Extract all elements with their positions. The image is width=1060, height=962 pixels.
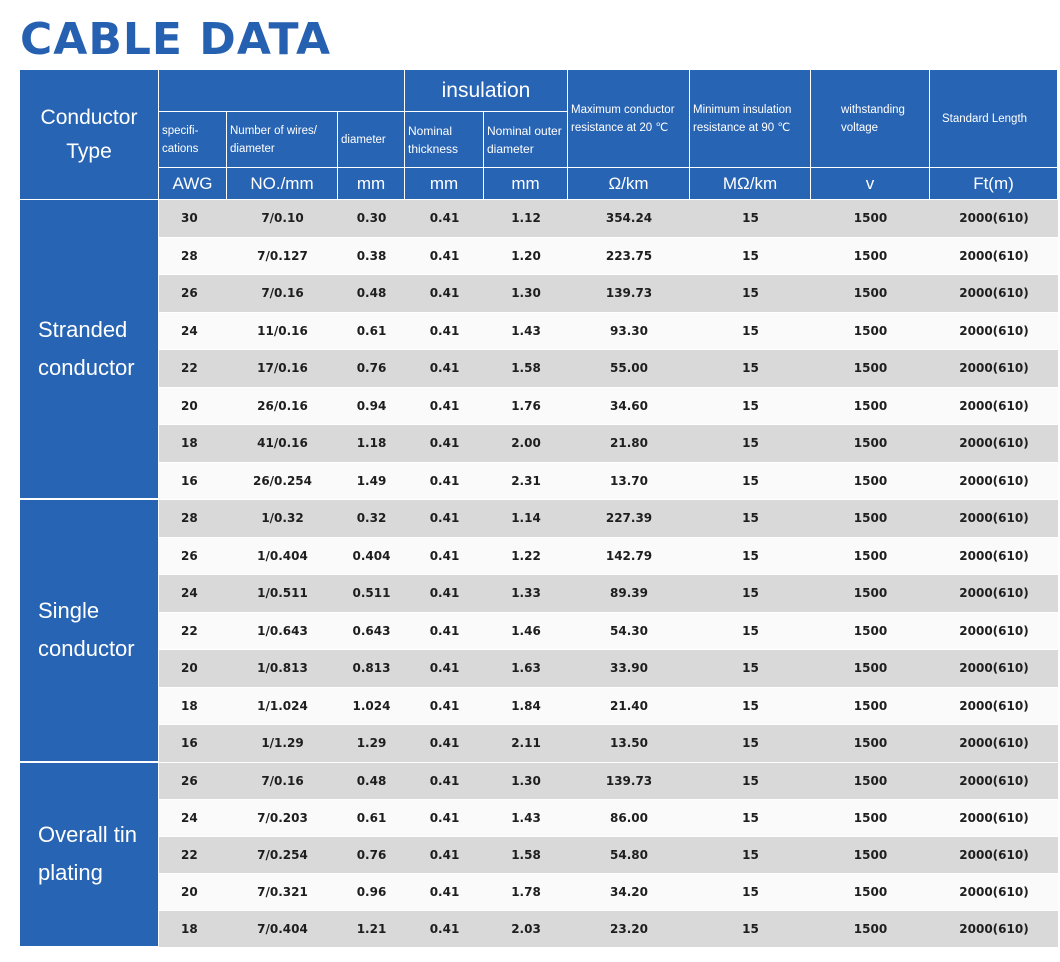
unit-header: Ft(m) bbox=[930, 168, 1058, 200]
table-cell: 18 bbox=[159, 911, 227, 947]
table-cell: 1.29 bbox=[338, 725, 405, 762]
table-cell: 2000(610) bbox=[930, 725, 1058, 762]
table-cell: 28 bbox=[159, 238, 227, 275]
table-cell: 7/0.16 bbox=[227, 275, 338, 312]
column-header bbox=[405, 112, 484, 168]
table-cell: 1.12 bbox=[484, 200, 568, 237]
table-cell: 86.00 bbox=[568, 800, 690, 836]
table-cell: 22 bbox=[159, 837, 227, 873]
table-cell: 24 bbox=[159, 800, 227, 836]
table-cell: 223.75 bbox=[568, 238, 690, 275]
table-cell: 0.41 bbox=[405, 388, 484, 425]
table-cell: 55.00 bbox=[568, 350, 690, 387]
unit-header: v bbox=[811, 168, 930, 200]
table-cell: 1.84 bbox=[484, 688, 568, 725]
table-cell: 0.41 bbox=[405, 575, 484, 612]
table-cell: 1500 bbox=[811, 538, 930, 575]
table-cell: 0.48 bbox=[338, 763, 405, 799]
column-header bbox=[159, 112, 227, 168]
table-cell: 20 bbox=[159, 874, 227, 910]
table-cell: 1500 bbox=[811, 425, 930, 462]
unit-header: mm bbox=[338, 168, 405, 200]
table-cell: 0.41 bbox=[405, 425, 484, 462]
table-cell: 0.41 bbox=[405, 613, 484, 650]
table-cell: 1500 bbox=[811, 650, 930, 687]
table-cell: 1500 bbox=[811, 837, 930, 873]
table-cell: 1.024 bbox=[338, 688, 405, 725]
table-cell: 0.41 bbox=[405, 874, 484, 910]
table-cell: 15 bbox=[690, 725, 811, 762]
table-cell: 2000(610) bbox=[930, 238, 1058, 275]
table-cell: 1/0.404 bbox=[227, 538, 338, 575]
table-cell: 0.404 bbox=[338, 538, 405, 575]
table-cell: 20 bbox=[159, 388, 227, 425]
table-cell: 23.20 bbox=[568, 911, 690, 947]
table-cell: 1500 bbox=[811, 313, 930, 350]
table-cell: 2000(610) bbox=[930, 350, 1058, 387]
unit-header: NO./mm bbox=[227, 168, 338, 200]
table-cell: 0.41 bbox=[405, 688, 484, 725]
table-cell: 22 bbox=[159, 350, 227, 387]
table-cell: 7/0.321 bbox=[227, 874, 338, 910]
table-cell: 15 bbox=[690, 388, 811, 425]
unit-header: mm bbox=[484, 168, 568, 200]
table-cell: 227.39 bbox=[568, 500, 690, 537]
table-cell: 2000(610) bbox=[930, 911, 1058, 947]
table-cell: 15 bbox=[690, 313, 811, 350]
unit-header: MΩ/km bbox=[690, 168, 811, 200]
table-cell: 2000(610) bbox=[930, 613, 1058, 650]
table-cell: 1.46 bbox=[484, 613, 568, 650]
table-cell: 15 bbox=[690, 650, 811, 687]
table-cell: 2.03 bbox=[484, 911, 568, 947]
table-cell: 0.30 bbox=[338, 200, 405, 237]
unit-header: AWG bbox=[159, 168, 227, 200]
conductor-type-header: Conductor Type bbox=[20, 70, 159, 200]
table-cell: 1.21 bbox=[338, 911, 405, 947]
table-cell: 7/0.10 bbox=[227, 200, 338, 237]
table-cell: 0.41 bbox=[405, 500, 484, 537]
table-cell: 2000(610) bbox=[930, 575, 1058, 612]
table-cell: 0.41 bbox=[405, 313, 484, 350]
table-cell: 26/0.16 bbox=[227, 388, 338, 425]
table-cell: 0.76 bbox=[338, 837, 405, 873]
table-cell: 0.41 bbox=[405, 275, 484, 312]
table-cell: 1500 bbox=[811, 463, 930, 500]
page-title: CABLE DATA bbox=[20, 14, 332, 65]
table-cell: 1/0.813 bbox=[227, 650, 338, 687]
column-header bbox=[484, 112, 568, 168]
table-cell: 1/1.024 bbox=[227, 688, 338, 725]
table-cell: 93.30 bbox=[568, 313, 690, 350]
table-cell: 15 bbox=[690, 350, 811, 387]
table-cell: 2000(610) bbox=[930, 200, 1058, 237]
table-cell: 16 bbox=[159, 725, 227, 762]
table-cell: 15 bbox=[690, 613, 811, 650]
table-cell: 24 bbox=[159, 575, 227, 612]
table-cell: 1.43 bbox=[484, 313, 568, 350]
table-cell: 13.50 bbox=[568, 725, 690, 762]
table-cell: 1.18 bbox=[338, 425, 405, 462]
table-cell: 1500 bbox=[811, 613, 930, 650]
table-cell: 0.61 bbox=[338, 313, 405, 350]
table-cell: 0.41 bbox=[405, 837, 484, 873]
table-cell: 15 bbox=[690, 911, 811, 947]
unit-header: Ω/km bbox=[568, 168, 690, 200]
table-cell: 1/0.32 bbox=[227, 500, 338, 537]
table-cell: 142.79 bbox=[568, 538, 690, 575]
table-cell: 1.33 bbox=[484, 575, 568, 612]
table-cell: 2000(610) bbox=[930, 275, 1058, 312]
table-cell: 15 bbox=[690, 275, 811, 312]
table-cell: 7/0.16 bbox=[227, 763, 338, 799]
table-cell: 1500 bbox=[811, 725, 930, 762]
table-cell: 0.41 bbox=[405, 238, 484, 275]
table-cell: 20 bbox=[159, 650, 227, 687]
table-cell: 0.41 bbox=[405, 725, 484, 762]
table-cell: 2000(610) bbox=[930, 800, 1058, 836]
table-cell: 15 bbox=[690, 463, 811, 500]
table-cell: 0.94 bbox=[338, 388, 405, 425]
table-cell: 15 bbox=[690, 763, 811, 799]
table-cell: 139.73 bbox=[568, 763, 690, 799]
table-cell: 1.43 bbox=[484, 800, 568, 836]
table-cell: 1.14 bbox=[484, 500, 568, 537]
table-cell: 1500 bbox=[811, 238, 930, 275]
table-cell: 0.41 bbox=[405, 800, 484, 836]
table-cell: 2.00 bbox=[484, 425, 568, 462]
table-cell: 17/0.16 bbox=[227, 350, 338, 387]
table-cell: 41/0.16 bbox=[227, 425, 338, 462]
column-header-label: Minimum insulation resistance at 90 ℃ bbox=[693, 103, 792, 134]
table-cell: 11/0.16 bbox=[227, 313, 338, 350]
table-cell: 0.511 bbox=[338, 575, 405, 612]
table-cell: 21.40 bbox=[568, 688, 690, 725]
table-cell: 26/0.254 bbox=[227, 463, 338, 500]
table-cell: 1500 bbox=[811, 500, 930, 537]
table-cell: 15 bbox=[690, 800, 811, 836]
table-cell: 15 bbox=[690, 500, 811, 537]
table-cell: 0.41 bbox=[405, 538, 484, 575]
table-cell: 1.30 bbox=[484, 275, 568, 312]
column-header bbox=[338, 112, 405, 168]
table-cell: 15 bbox=[690, 425, 811, 462]
table-cell: 1.78 bbox=[484, 874, 568, 910]
table-cell: 1500 bbox=[811, 350, 930, 387]
table-cell: 0.76 bbox=[338, 350, 405, 387]
table-cell: 1/0.511 bbox=[227, 575, 338, 612]
column-header-label: Maximum conductor resistance at 20 ℃ bbox=[571, 103, 675, 134]
table-cell: 24 bbox=[159, 313, 227, 350]
table-cell: 54.80 bbox=[568, 837, 690, 873]
table-cell: 1500 bbox=[811, 200, 930, 237]
table-cell: 0.41 bbox=[405, 763, 484, 799]
table-cell: 15 bbox=[690, 238, 811, 275]
table-cell: 34.20 bbox=[568, 874, 690, 910]
table-cell: 1500 bbox=[811, 688, 930, 725]
table-cell: 21.80 bbox=[568, 425, 690, 462]
table-cell: 34.60 bbox=[568, 388, 690, 425]
table-cell: 0.48 bbox=[338, 275, 405, 312]
table-cell: 1.20 bbox=[484, 238, 568, 275]
table-cell: 139.73 bbox=[568, 275, 690, 312]
table-cell: 354.24 bbox=[568, 200, 690, 237]
table-cell: 0.41 bbox=[405, 350, 484, 387]
table-cell: 28 bbox=[159, 500, 227, 537]
table-cell: 2.31 bbox=[484, 463, 568, 500]
table-cell: 1.58 bbox=[484, 350, 568, 387]
table-cell: 30 bbox=[159, 200, 227, 237]
header-blank bbox=[159, 70, 405, 112]
table-cell: 2000(610) bbox=[930, 463, 1058, 500]
column-header bbox=[811, 70, 930, 168]
table-cell: 1/1.29 bbox=[227, 725, 338, 762]
table-cell: 1/0.643 bbox=[227, 613, 338, 650]
table-cell: 89.39 bbox=[568, 575, 690, 612]
table-cell: 0.96 bbox=[338, 874, 405, 910]
table-cell: 15 bbox=[690, 200, 811, 237]
column-header bbox=[227, 112, 338, 168]
table-cell: 2000(610) bbox=[930, 425, 1058, 462]
table-cell: 18 bbox=[159, 425, 227, 462]
table-cell: 1500 bbox=[811, 575, 930, 612]
column-header-label: diameter bbox=[341, 133, 386, 146]
table-cell: 22 bbox=[159, 613, 227, 650]
column-header-label: withstanding voltage bbox=[841, 103, 905, 134]
table-cell: 2000(610) bbox=[930, 874, 1058, 910]
column-header bbox=[690, 70, 811, 168]
column-header-label: Nominal thickness bbox=[408, 123, 459, 156]
table-cell: 0.41 bbox=[405, 463, 484, 500]
cable-data-table bbox=[20, 70, 1058, 947]
table-cell: 2000(610) bbox=[930, 388, 1058, 425]
column-header bbox=[930, 70, 1058, 168]
table-cell: 1500 bbox=[811, 763, 930, 799]
table-cell: 0.813 bbox=[338, 650, 405, 687]
table-cell: 2000(610) bbox=[930, 650, 1058, 687]
table-cell: 18 bbox=[159, 688, 227, 725]
column-header-label: Number of wires/ diameter bbox=[230, 124, 317, 155]
table-cell: 2000(610) bbox=[930, 313, 1058, 350]
table-cell: 0.643 bbox=[338, 613, 405, 650]
column-header-label: Standard Length bbox=[942, 112, 1028, 125]
table-cell: 1500 bbox=[811, 911, 930, 947]
table-cell: 1500 bbox=[811, 800, 930, 836]
table-cell: 26 bbox=[159, 763, 227, 799]
table-cell: 26 bbox=[159, 275, 227, 312]
table-cell: 7/0.254 bbox=[227, 837, 338, 873]
unit-header: mm bbox=[405, 168, 484, 200]
column-header-label: specifi- cations bbox=[162, 124, 199, 155]
table-cell: 0.41 bbox=[405, 911, 484, 947]
table-cell: 1500 bbox=[811, 275, 930, 312]
conductor-group-label: Stranded conductor bbox=[20, 200, 159, 500]
table-cell: 16 bbox=[159, 463, 227, 500]
table-cell: 0.41 bbox=[405, 200, 484, 237]
table-cell: 7/0.404 bbox=[227, 911, 338, 947]
conductor-group-label: Overall tin plating bbox=[20, 763, 159, 948]
table-cell: 15 bbox=[690, 538, 811, 575]
table-cell: 2000(610) bbox=[930, 538, 1058, 575]
table-cell: 0.61 bbox=[338, 800, 405, 836]
table-cell: 54.30 bbox=[568, 613, 690, 650]
table-cell: 0.32 bbox=[338, 500, 405, 537]
table-cell: 13.70 bbox=[568, 463, 690, 500]
table-cell: 1500 bbox=[811, 874, 930, 910]
table-cell: 1.76 bbox=[484, 388, 568, 425]
table-cell: 15 bbox=[690, 575, 811, 612]
table-cell: 15 bbox=[690, 874, 811, 910]
table-cell: 1.22 bbox=[484, 538, 568, 575]
table-cell: 33.90 bbox=[568, 650, 690, 687]
table-cell: 1.30 bbox=[484, 763, 568, 799]
table-cell: 2000(610) bbox=[930, 500, 1058, 537]
table-cell: 1500 bbox=[811, 388, 930, 425]
table-cell: 15 bbox=[690, 688, 811, 725]
table-cell: 2000(610) bbox=[930, 688, 1058, 725]
table-cell: 2.11 bbox=[484, 725, 568, 762]
table-cell: 15 bbox=[690, 837, 811, 873]
table-cell: 1.58 bbox=[484, 837, 568, 873]
table-cell: 26 bbox=[159, 538, 227, 575]
column-header-label: Nominal outer diameter bbox=[487, 123, 562, 156]
insulation-header: insulation bbox=[405, 70, 568, 112]
table-cell: 1.49 bbox=[338, 463, 405, 500]
table-cell: 7/0.203 bbox=[227, 800, 338, 836]
table-cell: 1.63 bbox=[484, 650, 568, 687]
conductor-group-label: Single conductor bbox=[20, 500, 159, 763]
table-cell: 0.41 bbox=[405, 650, 484, 687]
column-header bbox=[568, 70, 690, 168]
table-cell: 2000(610) bbox=[930, 763, 1058, 799]
table-cell: 2000(610) bbox=[930, 837, 1058, 873]
table-cell: 7/0.127 bbox=[227, 238, 338, 275]
table-cell: 0.38 bbox=[338, 238, 405, 275]
